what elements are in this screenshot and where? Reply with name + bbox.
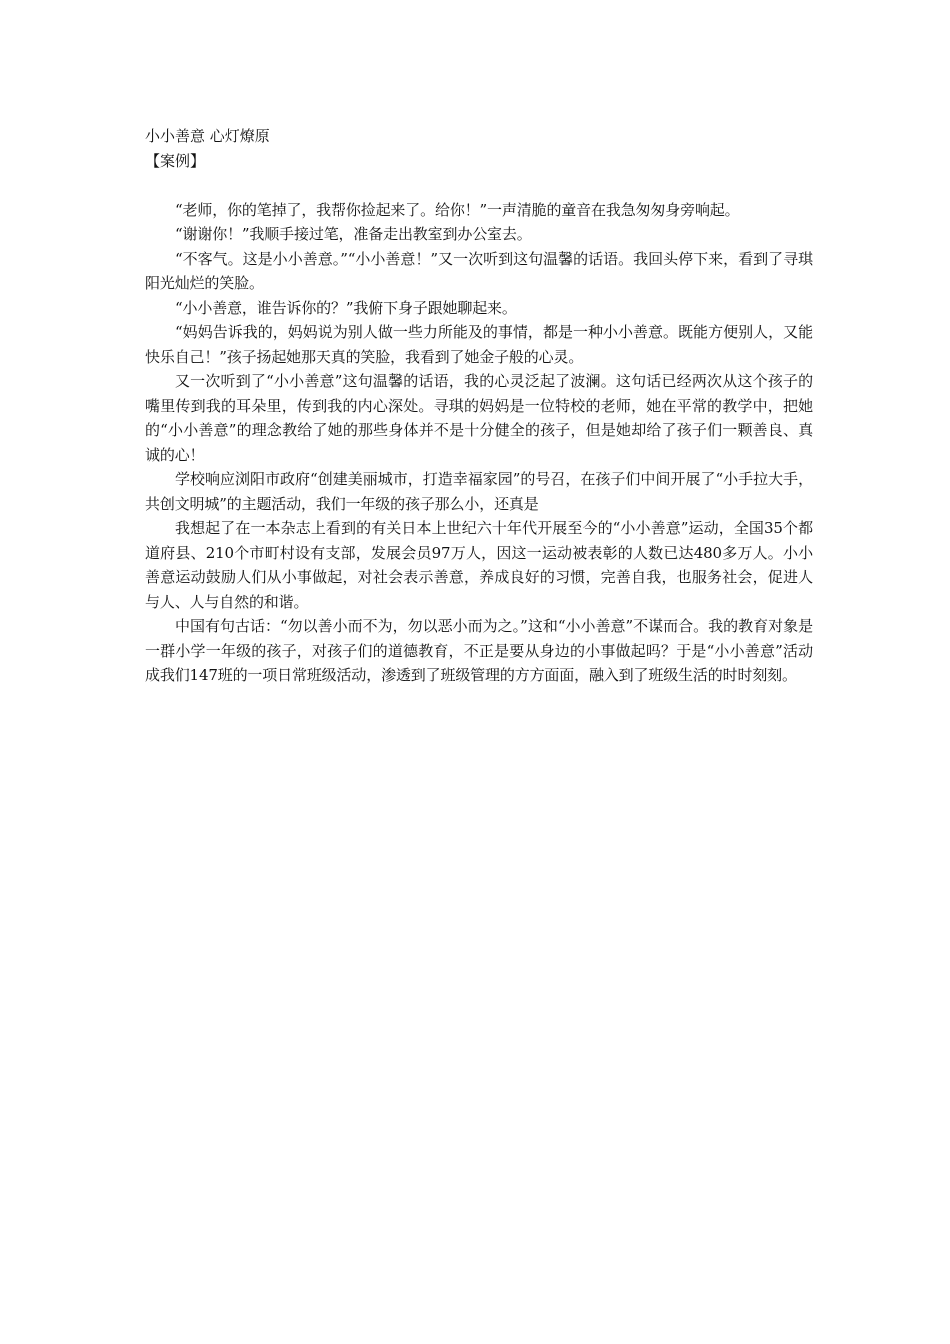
document-body xyxy=(145,124,813,688)
paragraph-6: 又一次听到了“小小善意”这句温馨的话语，我的心灵泛起了波澜。这句话已经两次从这个孩子的嘴里传到我的耳朵里，传到我的内心深处。寻琪的妈妈是一位特校的老师，她在平常的教学中，把她的“小小善意”的理念教给了她的那些身体并不是十分健全的孩子，但是她却给了孩子们一颗善良、真诚的心！ xyxy=(145,372,813,464)
paragraph-3: “不客气。这是小小善意。”“小小善意！”又一次听到这句温馨的话语。我回头停下来，看到了寻琪阳光灿烂的笑脸。 xyxy=(145,249,813,292)
document-title: 小小善意 心灯燎原 xyxy=(145,127,270,145)
paragraph-4: “小小善意，谁告诉你的？”我俯下身子跟她聊起来。 xyxy=(175,298,517,317)
paragraph-9: 中国有句古话：“勿以善小而不为，勿以恶小而为之。”这和“小小善意”不谋而合。我的教育对象是一群小学一年级的孩子，对孩子们的道德教育，不正是要从身边的小事做起吗？于是“小小善意”活动成我们147班的一项日常班级活动，渗透到了班级管理的方方面面，融入到了班级生活的时时刻刻。 xyxy=(145,617,813,684)
section-label: 【案例】 xyxy=(145,151,206,170)
paragraph-7: 学校响应浏阳市政府“创建美丽城市，打造幸福家园”的号召，在孩子们中间开展了“小手拉大手，共创文明城”的主题活动，我们一年级的孩子那么小，还真是 xyxy=(145,470,813,513)
paragraph-2: “谢谢你！”我顺手接过笔，准备走出教室到办公室去。 xyxy=(175,225,532,243)
paragraph-5: “妈妈告诉我的，妈妈说为别人做一些力所能及的事情，都是一种小小善意。既能方便别人，又能快乐自己！”孩子扬起她那天真的笑脸，我看到了她金子般的心灵。 xyxy=(145,323,813,366)
paragraph-8: 我想起了在一本杂志上看到的有关日本上世纪六十年代开展至今的“小小善意”运动，全国35个都道府县、210个市町村设有支部，发展会员97万人，因这一运动被表彰的人数已达480多万人。小小善意运动鼓励人们从小事做起，对社会表示善意，养成良好的习惯，完善自我，也服务社会，促进人与人、人与自然的和谐。 xyxy=(145,519,813,611)
blank-line xyxy=(145,173,813,198)
paragraph-1: “老师，你的笔掉了，我帮你捡起来了。给你！”一声清脆的童音在我急匆匆身旁响起。 xyxy=(175,200,740,219)
